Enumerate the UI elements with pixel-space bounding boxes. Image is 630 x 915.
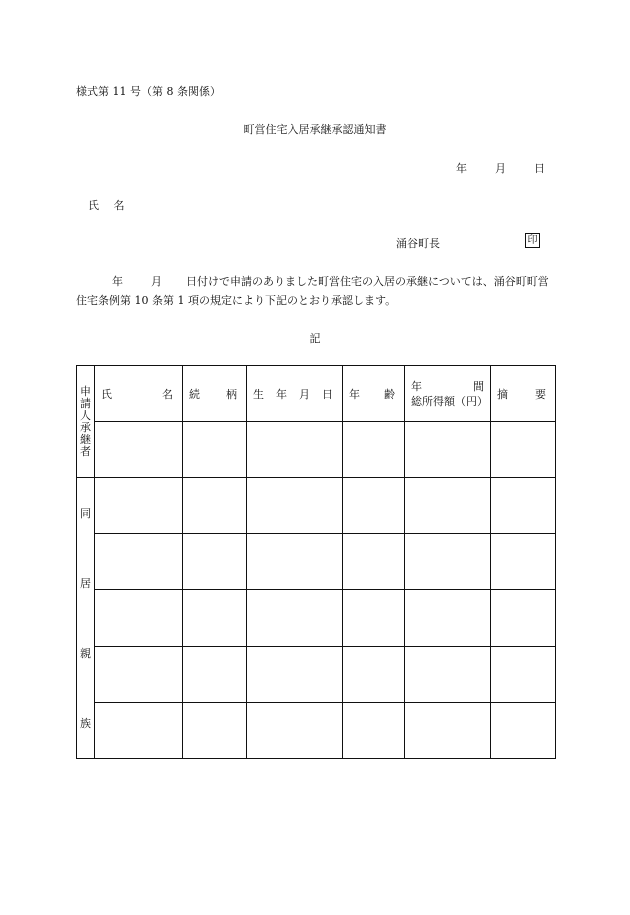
table-cell[interactable]	[247, 478, 343, 534]
table-cell[interactable]	[183, 478, 247, 534]
body-year: 年	[112, 275, 123, 288]
table-cell[interactable]	[95, 646, 183, 702]
header-relation: 続 柄	[183, 366, 247, 422]
table-cell[interactable]	[405, 422, 491, 478]
table-cell[interactable]	[95, 590, 183, 646]
table-cell[interactable]	[491, 646, 556, 702]
body-text: 日付けで申請のありました町営住宅の入居の承継については、涌谷町町営住宅条例第 10 条第 1 項の規定により下記のとおり承認します。	[76, 275, 549, 307]
table-cell[interactable]	[491, 422, 556, 478]
table-cell[interactable]	[95, 422, 183, 478]
table-cell[interactable]	[247, 422, 343, 478]
table-cell[interactable]	[183, 702, 247, 758]
table-cell[interactable]	[491, 590, 556, 646]
table-cell[interactable]	[95, 534, 183, 590]
table-cell[interactable]	[405, 646, 491, 702]
ki-heading: 記	[309, 332, 321, 345]
table-cell[interactable]	[247, 646, 343, 702]
date-month: 月	[495, 162, 506, 175]
table-cell[interactable]	[405, 478, 491, 534]
applicant-label-cell	[77, 366, 95, 478]
table-cell[interactable]	[343, 422, 405, 478]
family-label: 同 居 親 族	[80, 507, 91, 730]
family-row	[77, 646, 556, 702]
header-age: 年 齢	[343, 366, 405, 422]
table-header-row	[77, 366, 556, 422]
table-cell[interactable]	[343, 646, 405, 702]
header-birthdate: 生 年 月 日	[247, 366, 343, 422]
table-cell[interactable]	[247, 590, 343, 646]
document-title: 町営住宅入居承継承認通知書	[243, 123, 387, 136]
date-year: 年	[456, 162, 467, 175]
addressee-name: 氏 名	[88, 199, 125, 212]
table-cell[interactable]	[183, 422, 247, 478]
table-cell[interactable]	[491, 702, 556, 758]
table-cell[interactable]	[491, 478, 556, 534]
successor-table	[76, 365, 556, 759]
table-cell[interactable]	[247, 534, 343, 590]
table-cell[interactable]	[343, 478, 405, 534]
table-cell[interactable]	[343, 534, 405, 590]
date-day: 日	[534, 162, 545, 175]
table-cell[interactable]	[95, 702, 183, 758]
body-month: 月	[151, 275, 162, 288]
header-income: 年 間 総所得額（円）	[405, 366, 491, 422]
table-cell[interactable]	[405, 590, 491, 646]
family-row	[77, 534, 556, 590]
family-row	[77, 590, 556, 646]
table-cell[interactable]	[247, 702, 343, 758]
table-cell[interactable]	[95, 478, 183, 534]
date-line	[456, 162, 545, 176]
body-paragraph	[76, 272, 556, 310]
applicant-row	[77, 422, 556, 478]
table-cell[interactable]	[343, 702, 405, 758]
issuer-name: 涌谷町長	[396, 237, 440, 250]
seal-stamp: 印	[525, 233, 540, 248]
family-row	[77, 478, 556, 534]
applicant-label: 申請人承継者	[80, 384, 91, 458]
header-name: 氏 名	[95, 366, 183, 422]
table-cell[interactable]	[183, 590, 247, 646]
table-cell[interactable]	[405, 702, 491, 758]
table-cell[interactable]	[183, 534, 247, 590]
table-cell[interactable]	[405, 534, 491, 590]
table-cell[interactable]	[183, 646, 247, 702]
family-label-cell	[77, 478, 95, 759]
table-cell[interactable]	[343, 590, 405, 646]
header-remarks: 摘 要	[491, 366, 556, 422]
family-row	[77, 702, 556, 758]
form-number: 様式第 11 号（第 8 条関係）	[76, 85, 221, 98]
table-cell[interactable]	[491, 534, 556, 590]
